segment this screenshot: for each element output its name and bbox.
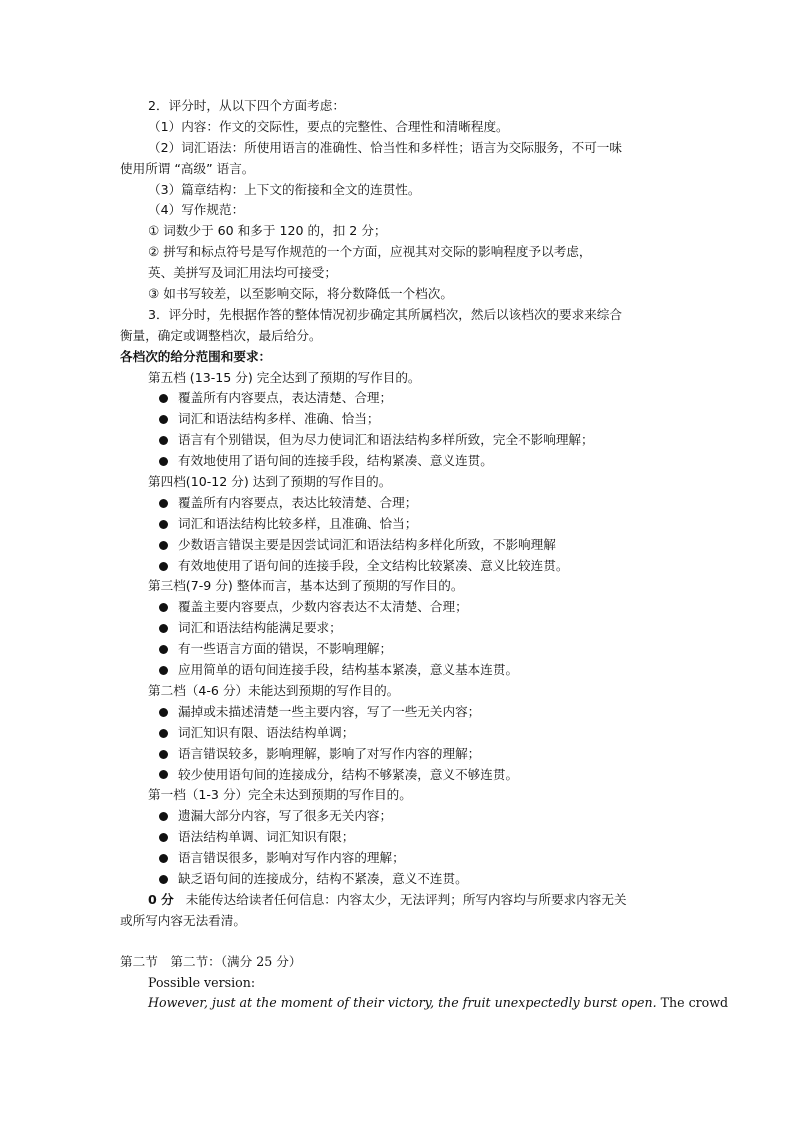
criteria-point-3-line1: 3．评分时，先根据作答的整体情况初步确定其所属档次，然后以该档次的要求来综合: [148, 306, 622, 322]
section-two-heading: 第二节 第二节：（满分 25 分）: [120, 953, 302, 969]
aspect-norms: （4）写作规范：: [148, 202, 245, 218]
level-item: 语言错误较多，影响理解，影响了对写作内容的理解；: [120, 744, 676, 765]
levels-list: [120, 368, 676, 890]
bullet-icon: [159, 750, 168, 759]
level-item: 少数语言错误主要是因尝试词汇和语法结构多样化所致，不影响理解: [120, 535, 676, 556]
level-title: 第一档（1-3 分）完全未达到预期的写作目的。: [148, 787, 412, 803]
possible-version-label: Possible version:: [148, 974, 256, 990]
bullet-icon: [159, 770, 168, 779]
bullet-icon: [159, 562, 168, 571]
criteria-point-3-line2: 衡量，确定或调整档次，最后给分。: [120, 327, 322, 343]
level-item: 语言有个别错误，但为尽力使词汇和语法结构多样所致，完全不影响理解；: [120, 430, 676, 451]
zero-score-label: 0 分: [148, 891, 174, 907]
aspect-grammar-line2: 使用所谓 “高级” 语言。: [120, 160, 255, 176]
aspect-structure: （3）篇章结构：上下文的衔接和全文的连贯性。: [148, 181, 421, 197]
bullet-icon: [159, 415, 168, 424]
criteria-point-2: 2．评分时，从以下四个方面考虑：: [148, 98, 345, 113]
level-title: 第二档（4-6 分）未能达到预期的写作目的。: [148, 682, 400, 698]
level-title: 第五档 (13-15 分) 完全达到了预期的写作目的。: [148, 369, 421, 385]
level-item: 漏掉或未描述清楚一些主要内容，写了一些无关内容；: [120, 702, 676, 723]
level-item: 覆盖所有内容要点，表达清楚、合理；: [120, 388, 676, 409]
level-item: 语言错误很多，影响对写作内容的理解；: [120, 848, 676, 869]
level-title: 第三档(7-9 分) 整体而言，基本达到了预期的写作目的。: [148, 578, 464, 594]
bullet-icon: [159, 520, 168, 529]
level-item: 词汇和语法结构多样、准确、恰当；: [120, 409, 676, 430]
level-title: 第四档(10-12 分) 达到了预期的写作目的。: [148, 474, 392, 490]
bullet-icon: [159, 457, 168, 466]
possible-version-text: However, just at the moment of their victory, the fruit unexpectedly burst open. The crowd: [148, 995, 729, 1011]
zero-score-line1: [120, 890, 676, 911]
level-item: 覆盖主要内容要点，少数内容表达不太清楚、合理；: [120, 597, 676, 618]
document-page: [120, 96, 729, 1014]
level-item: 词汇和语法结构比较多样，且准确、恰当；: [120, 514, 676, 535]
bullet-icon: [159, 541, 168, 550]
level-item: 有效地使用了语句间的连接手段，结构紧凑、意义连贯。: [120, 451, 676, 472]
zero-score-text: 未能传达给读者任何信息：内容太少，无法评判；所写内容均与所要求内容无关: [185, 891, 627, 907]
levels-heading: 各档次的给分范围和要求：: [120, 348, 272, 364]
aspect-content: （1）内容：作文的交际性，要点的完整性、合理性和清晰程度。: [148, 118, 509, 134]
norm-spelling-line2: 英、美拼写及词汇用法均可接受；: [148, 265, 337, 281]
level-item: 词汇知识有限、语法结构单调；: [120, 723, 676, 744]
level-item: 遗漏大部分内容，写了很多无关内容；: [120, 806, 676, 827]
zero-score-line2: 或所写内容无法看清。: [120, 912, 246, 928]
norm-word-count: ① 词数少于 60 和多于 120 的，扣 2 分；: [148, 223, 387, 239]
bullet-icon: [159, 394, 168, 403]
bullet-icon: [159, 854, 168, 863]
norm-handwriting: ③ 如书写较差，以至影响交际，将分数降低一个档次。: [148, 286, 453, 302]
bullet-icon: [159, 729, 168, 738]
bullet-icon: [159, 624, 168, 633]
level-item: 缺乏语句间的连接成分，结构不紧凑，意义不连贯。: [120, 869, 676, 890]
bullet-icon: [159, 603, 168, 612]
bullet-icon: [159, 436, 168, 445]
bullet-icon: [159, 708, 168, 717]
level-item: 词汇和语法结构能满足要求；: [120, 618, 676, 639]
level-item: 有一些语言方面的错误，不影响理解；: [120, 639, 676, 660]
bullet-icon: [159, 666, 168, 675]
norm-spelling-line1: ② 拼写和标点符号是写作规范的一个方面，应视其对交际的影响程度予以考虑，: [148, 244, 592, 260]
bullet-icon: [159, 833, 168, 842]
bullet-icon: [159, 812, 168, 821]
level-item: 有效地使用了语句间的连接手段，全文结构比较紧凑、意义比较连贯。: [120, 556, 676, 577]
bullet-icon: [159, 499, 168, 508]
level-item: 语法结构单调、词汇知识有限；: [120, 827, 676, 848]
level-item: 覆盖所有内容要点，表达比较清楚、合理；: [120, 493, 676, 514]
level-item: 应用简单的语句间连接手段，结构基本紧凑，意义基本连贯。: [120, 660, 676, 681]
bullet-icon: [159, 645, 168, 654]
aspect-grammar-line1: （2）词汇语法：所使用语言的准确性、恰当性和多样性；语言为交际服务，不可一味: [148, 139, 622, 155]
bullet-icon: [159, 875, 168, 884]
level-item: 较少使用语句间的连接成分，结构不够紧凑，意义不够连贯。: [120, 765, 676, 786]
